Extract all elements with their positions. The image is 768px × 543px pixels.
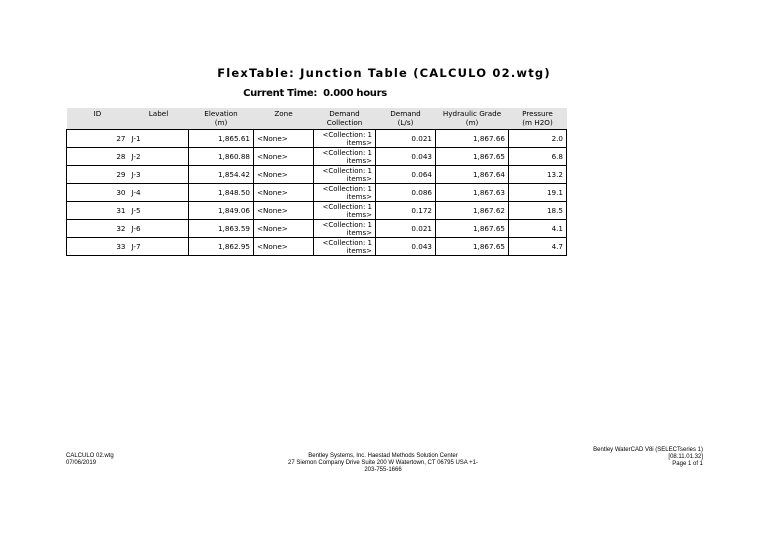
cell-id: 31 [67,202,129,220]
cell-demand: 0.021 [376,220,436,238]
footer-left [66,453,114,467]
cell-id: 30 [67,184,129,202]
column-header [509,108,567,130]
collection-text-line1: <Collection: 1 [322,130,372,139]
table-row [67,184,567,202]
collection-text-line1: <Collection: 1 [322,220,372,229]
column-header-line1: Elevation [204,109,238,118]
column-header-line2: (m H2O) [522,118,553,127]
cell-label: J-4 [129,184,189,202]
collection-text-line2: items> [346,138,372,147]
column-header-line1: Zone [274,109,293,118]
cell-label: J-3 [129,166,189,184]
current-time-value: 0.000 hours [323,88,387,99]
table-row [67,130,567,148]
cell-pressure: 4.7 [509,238,567,256]
cell-zone: <None> [254,238,314,256]
column-header-line2: (m) [465,118,479,127]
cell-hydraulic-grade: 1,867.66 [436,130,509,148]
collection-text-line1: <Collection: 1 [322,166,372,175]
cell-demand: 0.064 [376,166,436,184]
collection-text-line1: <Collection: 1 [322,184,372,193]
column-header-line2: Collection [326,118,363,127]
column-header [129,108,189,130]
footer-filename: CALCULO 02.wtg [66,453,114,459]
collection-text-line1: <Collection: 1 [322,238,372,247]
cell-label: J-6 [129,220,189,238]
column-header-line1: ID [93,109,102,118]
table-row [67,238,567,256]
cell-demand: 0.021 [376,130,436,148]
table-header [67,108,567,130]
table-row [67,202,567,220]
cell-demand: 0.172 [376,202,436,220]
footer-date: 07/06/2019 [66,460,97,466]
table-row [67,148,567,166]
cell-elevation: 1,860.88 [189,148,254,166]
cell-pressure: 6.8 [509,148,567,166]
cell-demand-collection [314,220,376,238]
collection-text-line2: items> [346,210,372,219]
cell-label: J-5 [129,202,189,220]
footer-right [545,447,703,468]
cell-zone: <None> [254,220,314,238]
column-header-line2: (m) [214,118,228,127]
cell-pressure: 13.2 [509,166,567,184]
cell-id: 29 [67,166,129,184]
cell-label: J-7 [129,238,189,256]
cell-hydraulic-grade: 1,867.62 [436,202,509,220]
footer-version: [08.11.01.32] [668,454,703,460]
column-header [254,108,314,130]
cell-demand: 0.043 [376,238,436,256]
collection-text-line2: items> [346,246,372,255]
junction-table [66,108,567,256]
cell-id: 27 [67,130,129,148]
cell-demand-collection [314,166,376,184]
cell-elevation: 1,848.50 [189,184,254,202]
table-body [67,130,567,256]
footer-center [268,453,498,474]
column-header [376,108,436,130]
cell-hydraulic-grade: 1,867.63 [436,184,509,202]
footer-phone: 203-755-1666 [364,467,402,473]
collection-text-line2: items> [346,174,372,183]
column-header [67,108,129,130]
footer-address: 27 Siemon Company Drive Suite 200 W Watertown, CT 06795 USA +1- [288,460,478,466]
footer-page: Page 1 of 1 [672,461,703,467]
cell-id: 32 [67,220,129,238]
cell-zone: <None> [254,130,314,148]
report-title: FlexTable: Junction Table (CALCULO 02.wtg) [217,66,551,80]
cell-id: 33 [67,238,129,256]
column-header [314,108,376,130]
cell-demand-collection [314,202,376,220]
cell-pressure: 18.5 [509,202,567,220]
column-header-line1: Demand [329,109,360,118]
cell-elevation: 1,865.61 [189,130,254,148]
cell-pressure: 4.1 [509,220,567,238]
footer-company: Bentley Systems, Inc. Haestad Methods Solution Center [308,453,458,459]
cell-pressure: 2.0 [509,130,567,148]
current-time-label: Current Time: [243,88,318,99]
cell-demand-collection [314,148,376,166]
cell-demand-collection [314,130,376,148]
collection-text-line1: <Collection: 1 [322,148,372,157]
cell-id: 28 [67,148,129,166]
cell-hydraulic-grade: 1,867.65 [436,148,509,166]
column-header-line2: (L/s) [397,118,414,127]
cell-pressure: 19.1 [509,184,567,202]
cell-zone: <None> [254,184,314,202]
cell-demand-collection [314,184,376,202]
collection-text-line2: items> [346,192,372,201]
column-header [189,108,254,130]
column-header-line1: Label [148,109,169,118]
table-row [67,166,567,184]
cell-hydraulic-grade: 1,867.65 [436,238,509,256]
footer-product: Bentley WaterCAD V8i (SELECTseries 1) [593,447,703,453]
cell-hydraulic-grade: 1,867.64 [436,166,509,184]
cell-elevation: 1,849.06 [189,202,254,220]
cell-zone: <None> [254,202,314,220]
column-header-line1: Hydraulic Grade [442,109,502,118]
current-time [0,88,630,99]
cell-zone: <None> [254,166,314,184]
column-header-line1: Pressure [522,109,553,118]
column-header [436,108,509,130]
cell-hydraulic-grade: 1,867.65 [436,220,509,238]
collection-text-line2: items> [346,228,372,237]
cell-demand-collection [314,238,376,256]
cell-elevation: 1,862.95 [189,238,254,256]
collection-text-line2: items> [346,156,372,165]
table-row [67,220,567,238]
cell-demand: 0.086 [376,184,436,202]
cell-elevation: 1,854.42 [189,166,254,184]
cell-label: J-2 [129,148,189,166]
cell-label: J-1 [129,130,189,148]
cell-demand: 0.043 [376,148,436,166]
column-header-line1: Demand [390,109,421,118]
cell-zone: <None> [254,148,314,166]
cell-elevation: 1,863.59 [189,220,254,238]
collection-text-line1: <Collection: 1 [322,202,372,211]
